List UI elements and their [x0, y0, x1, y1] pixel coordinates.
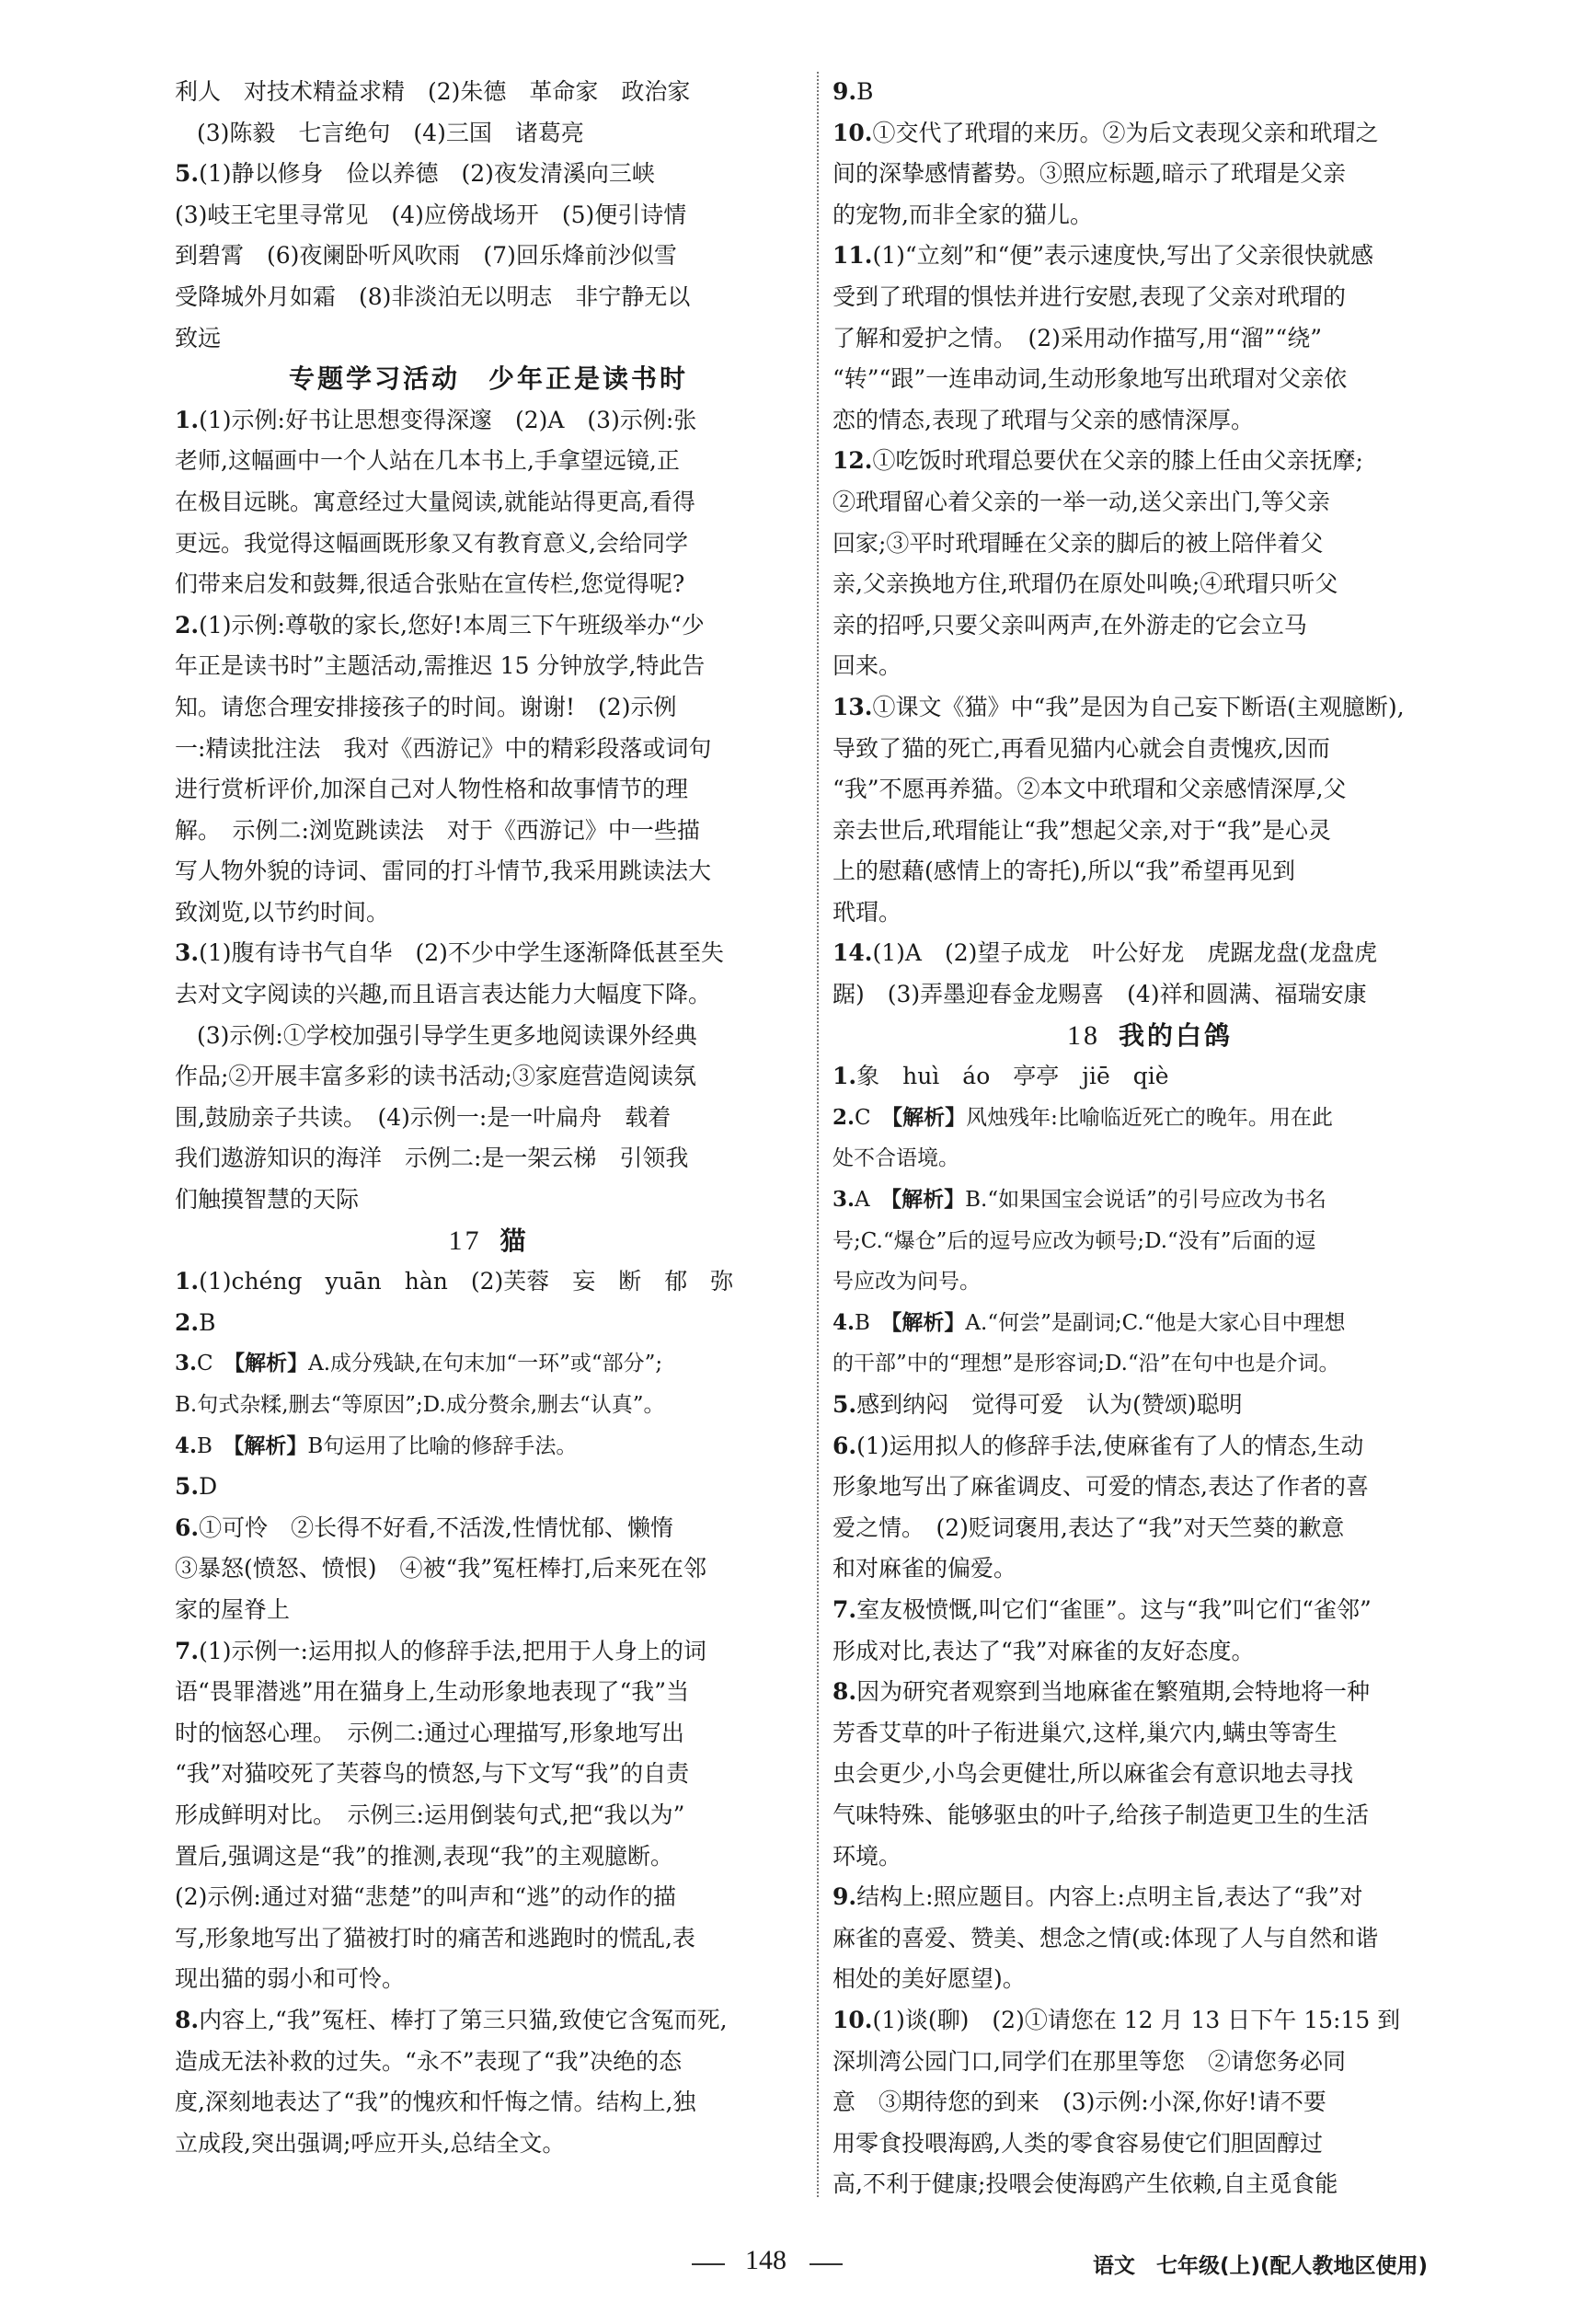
answer-text: (1)“立刻”和“便”表示速度快,写出了父亲很快就感: [872, 242, 1373, 270]
answer-line: [832, 1918, 1467, 1960]
answer-item: [175, 605, 802, 647]
answer-line: [832, 1836, 1467, 1878]
answer-item: [832, 1590, 1467, 1631]
answer-item: [832, 441, 1467, 482]
answer-line: [832, 564, 1467, 605]
answer-text: (3)陈毅 七言绝句 (4)三国 诸葛亮: [197, 119, 584, 146]
answer-text: 玳瑁。: [832, 898, 902, 926]
answer-text: ①课文《猫》中“我”是因为自己妄下断语(主观臆断),: [872, 693, 1405, 720]
answer-text: 造成无法补救的过失。“永不”表现了“我”决绝的态: [175, 2047, 683, 2075]
answer-line: [175, 482, 802, 524]
answer-text: 更远。我觉得这幅画既形象又有教育意义,会给同学: [175, 529, 688, 557]
answer-text: 在极目远眺。寓意经过大量阅读,就能站得更高,看得: [175, 488, 695, 515]
answer-text: (1)示例一:运用拟人的修辞手法,把用于人身上的词: [199, 1637, 706, 1664]
answer-item: [175, 1303, 802, 1344]
answer-line: [175, 1385, 802, 1426]
answer-text: 间的深挚感情蓄势。③照应标题,暗示了玳瑁是父亲: [832, 160, 1346, 188]
answer-text: 踞) (3)弄墨迎春金龙赐喜 (4)祥和圆满、福瑞安康: [832, 981, 1367, 1008]
answer-text: 和对麻雀的偏爱。: [832, 1555, 1017, 1583]
answer-item: [175, 1343, 802, 1385]
answer-line: [832, 359, 1467, 400]
answer-line: [832, 277, 1467, 318]
answer-text: 意 ③期待您的到来 (3)示例:小深,你好!请不要: [832, 2089, 1326, 2116]
question-number: 1.: [175, 406, 200, 433]
answer-item: [832, 1426, 1467, 1468]
answer-line: [175, 1548, 802, 1590]
answer-line: [175, 1713, 802, 1755]
answer-text: 知。请您合理安排接孩子的时间。谢谢! (2)示例: [175, 693, 677, 720]
answer-line: [175, 2042, 802, 2083]
question-number: 5.: [832, 1391, 857, 1418]
answer-line: [175, 113, 802, 155]
question-number: 8.: [832, 1678, 857, 1706]
footer-label: 语文 七年级(上)(配人教地区使用): [1093, 2254, 1429, 2278]
answer-line: [175, 1098, 802, 1139]
answer-line: [832, 769, 1467, 811]
question-number: 9.: [832, 78, 857, 105]
answer-line: [175, 892, 802, 934]
answer-text: B: [855, 1310, 891, 1335]
answer-text: 进行赏析评价,加深自己对人物性格和故事情节的理: [175, 776, 688, 803]
answer-line: [175, 1959, 802, 2000]
answer-text: 形成对比,表达了“我”对麻雀的友好态度。: [832, 1637, 1255, 1664]
answer-item: [832, 72, 1467, 113]
analysis-text: 风烛残年:比喻临近死亡的晚年。用在此: [966, 1105, 1333, 1130]
answer-item: [832, 1672, 1467, 1713]
answer-line: [175, 1754, 802, 1795]
answer-item: [832, 1877, 1467, 1918]
answer-line: [832, 482, 1467, 524]
section-title: 专题学习活动 少年正是读书时: [288, 363, 688, 395]
answer-text: 恋的情态,表现了玳瑁与父亲的感情深厚。: [832, 406, 1254, 433]
question-number: 1.: [175, 1268, 200, 1295]
answer-text: A: [855, 1188, 891, 1213]
answer-line: [175, 851, 802, 892]
answer-item: [175, 1426, 802, 1468]
answer-text: B: [856, 78, 874, 105]
answer-text: 感到纳闷 觉得可爱 认为(赞颂)聪明: [856, 1391, 1243, 1418]
answer-line: [832, 605, 1467, 647]
answer-line: [175, 646, 802, 687]
answer-text: (3)示例:①学校加强引导学生更多地阅读课外经典: [197, 1021, 697, 1049]
question-number: 5.: [175, 160, 200, 188]
answer-line: [832, 318, 1467, 360]
question-number: 8.: [175, 2006, 200, 2033]
answer-text: 爱之情。 (2)贬词褒用,表达了“我”对天竺葵的歉意: [832, 1514, 1345, 1541]
answer-line: [175, 1590, 802, 1631]
answer-item: [832, 236, 1467, 277]
question-number: 2.: [175, 1308, 200, 1336]
analysis-tag: 【解析】: [891, 1104, 967, 1130]
answer-text: (1)A (2)望子成龙 叶公好龙 虎踞龙盘(龙盘虎: [872, 939, 1378, 967]
answer-item: [175, 933, 802, 974]
answer-line: [832, 892, 1467, 934]
question-number: 13.: [832, 693, 873, 720]
answer-text: 号应改为问号。: [832, 1270, 981, 1295]
question-number: 14.: [832, 939, 873, 967]
answer-text: (1)谈(聊) (2)①请您在 12 月 13 日下午 15:15 到: [872, 2006, 1401, 2033]
answer-text: B: [197, 1433, 234, 1458]
answer-line: [832, 974, 1467, 1016]
answer-text: 导致了猫的死亡,再看见猫内心就会自责愧疚,因而: [832, 734, 1330, 762]
answer-text: 高,不利于健康;投喂会使海鸥产生依赖,自主觅食能: [832, 2170, 1338, 2198]
answer-line: [832, 646, 1467, 687]
answer-text: 现出猫的弱小和可怜。: [175, 1965, 406, 1993]
answer-text: ③暴怒(愤怒、愤恨) ④被“我”冤枉棒打,后来死在邻: [175, 1555, 707, 1583]
answer-text: 立成段,突出强调;呼应开头,总结全文。: [175, 2129, 566, 2157]
answer-text: 一:精读批注法 我对《西游记》中的精彩段落或词句: [175, 734, 712, 762]
question-number: 6.: [175, 1514, 200, 1541]
answer-text: 年正是读书时”主题活动,需推迟 15 分钟放学,特此告: [175, 652, 706, 680]
answer-text: 们触摸智慧的天际: [175, 1186, 360, 1214]
answer-text: 亲的招呼,只要父亲叫两声,在外游走的它会立马: [832, 611, 1307, 639]
answer-line: [175, 1180, 802, 1221]
footer-dash-left: [692, 2263, 725, 2265]
answer-line: [175, 277, 802, 318]
answer-text: 气味特殊、能够驱虫的叶子,给孩子制造更卫生的生活: [832, 1801, 1369, 1828]
question-number: 3.: [175, 939, 200, 967]
answer-text: C: [855, 1105, 892, 1130]
answer-line: [832, 1138, 1467, 1180]
question-number: 2.: [832, 1104, 855, 1130]
answer-text: B: [199, 1308, 216, 1336]
answer-line: [832, 2164, 1467, 2205]
answer-line: [175, 769, 802, 811]
question-number: 2.: [175, 611, 200, 639]
answer-text: 处不合语境。: [832, 1146, 959, 1171]
answer-text: 亲去世后,玳瑁能让“我”想起父亲,对于“我”是心灵: [832, 816, 1332, 844]
analysis-text: A.“何尝”是副词;C.“他是大家心目中理想: [965, 1310, 1346, 1335]
answer-text: ①吃饭时玳瑁总要伏在父亲的膝上任由父亲抚摩;: [872, 447, 1363, 475]
answer-line: [832, 524, 1467, 565]
answer-line: [832, 1221, 1467, 1262]
answer-line: [832, 2124, 1467, 2165]
answer-line: [175, 441, 802, 482]
answer-item: [175, 154, 802, 195]
answer-line: [832, 811, 1467, 852]
answer-line: [175, 195, 802, 236]
answer-text: “转”“跟”一连串动词,生动形象地写出玳瑁对父亲依: [832, 365, 1348, 393]
analysis-tag: 【解析】: [233, 1433, 308, 1458]
answer-text: 回来。: [832, 652, 902, 680]
analysis-tag: 【解析】: [234, 1351, 309, 1376]
answer-item: [175, 1631, 802, 1673]
answer-text: “我”不愿再养猫。②本文中玳瑁和父亲感情深厚,父: [832, 776, 1347, 803]
answer-text: ①交代了玳瑁的来历。②为后文表现父亲和玳瑁之: [872, 119, 1379, 146]
answer-text: 度,深刻地表达了“我”的愧疚和忏悔之情。结构上,独: [175, 2089, 696, 2116]
answer-text: D: [199, 1473, 218, 1501]
answer-line: [832, 400, 1467, 442]
answer-text: (1)示例:尊敬的家长,您好!本周三下午班级举办“少: [199, 611, 705, 639]
answer-text: 解。 示例二:浏览跳读法 对于《西游记》中一些描: [175, 816, 700, 844]
section-number: 17: [448, 1225, 482, 1256]
answer-text: 相处的美好愿望)。: [832, 1965, 1026, 1993]
answer-text: 因为研究者观察到当地麻雀在繁殖期,会特地将一种: [856, 1678, 1371, 1706]
answer-line: [832, 195, 1467, 236]
section-heading: [175, 1221, 802, 1262]
answer-text: 结构上:照应题目。内容上:点明主旨,表达了“我”对: [856, 1883, 1363, 1911]
answer-line: [832, 154, 1467, 195]
answer-text: ①可怜 ②长得不好看,不活泼,性情忧郁、懒惰: [199, 1514, 674, 1541]
answer-line: [175, 974, 802, 1016]
question-number: 12.: [832, 447, 873, 475]
answer-line: [175, 524, 802, 565]
answer-text: 环境。: [832, 1842, 902, 1870]
answer-text: (1)示例:好书让思想变得深邃 (2)A (3)示例:张: [199, 406, 697, 433]
answer-text: B.句式杂糅,删去“等原因”;D.成分赘余,删去“认真”。: [175, 1393, 665, 1417]
answer-text: 我们遨游知识的海洋 示例二:是一架云梯 引领我: [175, 1145, 689, 1172]
page-footer: [0, 2245, 1596, 2282]
answer-text: (2)示例:通过对猫“悲楚”的叫声和“逃”的动作的描: [175, 1883, 676, 1911]
left-column: [175, 72, 802, 2164]
answer-text: 时的恼怒心理。 示例二:通过心理描写,形象地写出: [175, 1719, 684, 1746]
question-number: 3.: [175, 1351, 198, 1376]
answer-text: “我”对猫咬死了芙蓉鸟的愤怒,与下文写“我”的自责: [175, 1760, 690, 1788]
answer-item: [832, 1303, 1467, 1344]
section-title: 我的白鸽: [1118, 1019, 1233, 1051]
answer-text: 形成鲜明对比。 示例三:运用倒装句式,把“我以为”: [175, 1801, 685, 1828]
answer-text: 号;C.“爆仓”后的逗号应改为顿号;D.“没有”后面的逗: [832, 1228, 1316, 1253]
answer-text: 写,形象地写出了猫被打时的痛苦和逃跑时的慌乱,表: [175, 1924, 695, 1951]
question-number: 1.: [832, 1063, 857, 1090]
answer-text: 了解和爱护之情。 (2)采用动作描写,用“溜”“绕”: [832, 324, 1322, 351]
answer-line: [175, 1016, 802, 1057]
answer-line: [832, 1548, 1467, 1590]
answer-text: 语“畏罪潜逃”用在猫身上,生动形象地表现了“我”当: [175, 1678, 690, 1706]
question-number: 5.: [175, 1473, 200, 1501]
answer-text: (1)运用拟人的修辞手法,使麻雀有了人的情态,生动: [856, 1432, 1364, 1459]
answer-item: [175, 400, 802, 442]
answer-text: 去对文字阅读的兴趣,而且语言表达能力大幅度下降。: [175, 981, 711, 1008]
question-number: 7.: [175, 1637, 200, 1664]
answer-item: [832, 1098, 1467, 1139]
answer-line: [175, 72, 802, 113]
answer-line: [175, 1795, 802, 1836]
section-heading: [175, 359, 802, 400]
right-column: [832, 72, 1467, 2205]
answer-line: [175, 2124, 802, 2165]
answer-text: 的宠物,而非全家的猫儿。: [832, 201, 1093, 228]
answer-item: [832, 1385, 1467, 1426]
answer-text: 用零食投喂海鸥,人类的零食容易使它们胆固醇过: [832, 2129, 1323, 2157]
answer-item: [832, 933, 1467, 974]
answer-text: 利人 对技术精益求精 (2)朱德 革命家 政治家: [175, 78, 691, 105]
answer-line: [832, 1754, 1467, 1795]
footer-dash-right: [809, 2263, 843, 2265]
question-number: 3.: [832, 1187, 855, 1213]
answer-text: 受到了玳瑁的惧怯并进行安慰,表现了父亲对玳瑁的: [832, 282, 1346, 310]
question-number: 11.: [832, 242, 873, 270]
answer-text: 麻雀的喜爱、赞美、想念之情(或:体现了人与自然和谐: [832, 1924, 1379, 1951]
answer-line: [832, 1795, 1467, 1836]
answer-line: [832, 2042, 1467, 2083]
page-number: 148: [745, 2245, 787, 2275]
answer-text: 上的慰藉(感情上的寄托),所以“我”希望再见到: [832, 857, 1296, 885]
answer-line: [175, 1836, 802, 1878]
answer-line: [832, 1713, 1467, 1755]
column-divider: [817, 72, 820, 2197]
answer-text: 内容上,“我”冤枉、棒打了第三只猫,致使它含冤而死,: [199, 2006, 728, 2033]
answer-line: [832, 1631, 1467, 1673]
answer-text: 老师,这幅画中一个人站在几本书上,手拿望远镜,正: [175, 447, 680, 475]
answer-text: ②玳瑁留心着父亲的一举一动,送父亲出门,等父亲: [832, 488, 1330, 515]
answer-line: [832, 1261, 1467, 1303]
analysis-text: B.“如果国宝会说话”的引号应改为书名: [965, 1188, 1326, 1213]
answer-item: [832, 2000, 1467, 2042]
answer-item: [175, 2000, 802, 2042]
question-number: 9.: [832, 1883, 857, 1911]
answer-line: [832, 2082, 1467, 2124]
analysis-text: A.成分残缺,在句末加“一环”或“部分”;: [308, 1352, 663, 1376]
section-heading: [832, 1016, 1467, 1057]
answer-text: (3)岐王宅里寻常见 (4)应傍战场开 (5)便引诗情: [175, 201, 687, 228]
answer-line: [832, 1508, 1467, 1549]
answer-text: 家的屋脊上: [175, 1595, 291, 1623]
answer-text: 写人物外貌的诗词、雷同的打斗情节,我采用跳读法大: [175, 857, 711, 885]
question-number: 6.: [832, 1432, 857, 1459]
answer-line: [175, 1672, 802, 1713]
answer-text: 致远: [175, 324, 222, 351]
answer-line: [175, 1918, 802, 1960]
answer-text: 围,鼓励亲子共读。 (4)示例一:是一叶扁舟 载着: [175, 1103, 672, 1131]
answer-text: 的干部”中的“理想”是形容词;D.“沿”在句中也是介词。: [832, 1352, 1340, 1376]
answer-line: [175, 236, 802, 277]
answer-text: 形象地写出了麻雀调皮、可爱的情态,表达了作者的喜: [832, 1473, 1369, 1501]
answer-line: [175, 564, 802, 605]
answer-text: 室友极愤慨,叫它们“雀匪”。这与“我”叫它们“雀邻”: [856, 1595, 1372, 1623]
answer-text: 芳香艾草的叶子衔进巢穴,这样,巢穴内,螨虫等寄生: [832, 1719, 1338, 1746]
answer-text: (1)静以修身 俭以养德 (2)夜发清溪向三峡: [199, 160, 655, 188]
section-title: 猫: [499, 1225, 529, 1256]
answer-text: 回家;③平时玳瑁睡在父亲的脚后的被上陪伴着父: [832, 529, 1324, 557]
analysis-tag: 【解析】: [890, 1309, 966, 1335]
answer-line: [832, 851, 1467, 892]
answer-item: [175, 1508, 802, 1549]
answer-text: (1)chéng yuān hàn (2)芙蓉 妄 断 郁 弥: [199, 1268, 734, 1295]
answer-text: 受降城外月如霜 (8)非淡泊无以明志 非宁静无以: [175, 282, 691, 310]
answer-line: [175, 687, 802, 729]
answer-text: 虫会更少,小鸟会更健壮,所以麻雀会有意识地去寻找: [832, 1760, 1353, 1788]
answer-item: [832, 1056, 1467, 1098]
section-number: 18: [1066, 1019, 1100, 1051]
question-number: 4.: [175, 1433, 198, 1458]
answer-line: [175, 2082, 802, 2124]
answer-text: 到碧霄 (6)夜阑卧听风吹雨 (7)回乐烽前沙似雪: [175, 242, 677, 270]
question-number: 7.: [832, 1595, 857, 1623]
answer-line: [175, 811, 802, 852]
analysis-tag: 【解析】: [890, 1187, 966, 1213]
analysis-text: B句运用了比喻的修辞手法。: [307, 1433, 578, 1458]
question-number: 10.: [832, 2006, 873, 2033]
answer-item: [832, 1180, 1467, 1221]
answer-item: [175, 1261, 802, 1303]
answer-text: 致浏览,以节约时间。: [175, 898, 389, 926]
answer-text: C: [197, 1352, 235, 1376]
answer-line: [832, 1467, 1467, 1508]
answer-text: 们带来启发和鼓舞,很适合张贴在宣传栏,您觉得呢?: [175, 570, 685, 598]
answer-text: (1)腹有诗书气自华 (2)不少中学生逐渐降低甚至失: [199, 939, 724, 967]
answer-text: 作品;②开展丰富多彩的读书活动;③家庭营造阅读氛: [175, 1063, 696, 1090]
answer-text: 置后,强调这是“我”的推测,表现“我”的主观臆断。: [175, 1842, 674, 1870]
answer-item: [832, 687, 1467, 729]
question-number: 4.: [832, 1309, 855, 1335]
answer-line: [175, 1056, 802, 1098]
answer-line: [175, 1138, 802, 1180]
answer-item: [175, 1467, 802, 1508]
answer-line: [832, 1959, 1467, 2000]
answer-text: 深圳湾公园门口,同学们在那里等您 ②请您务必同: [832, 2047, 1346, 2075]
answer-line: [175, 729, 802, 770]
answer-line: [832, 729, 1467, 770]
answer-line: [175, 318, 802, 360]
answer-line: [832, 1343, 1467, 1385]
answer-text: 象 huì áo 亭亭 jiē qiè: [856, 1063, 1169, 1090]
answer-item: [832, 113, 1467, 155]
answer-text: 亲,父亲换地方住,玳瑁仍在原处叫唤;④玳瑁只听父: [832, 570, 1338, 598]
answer-line: [175, 1877, 802, 1918]
question-number: 10.: [832, 119, 873, 146]
